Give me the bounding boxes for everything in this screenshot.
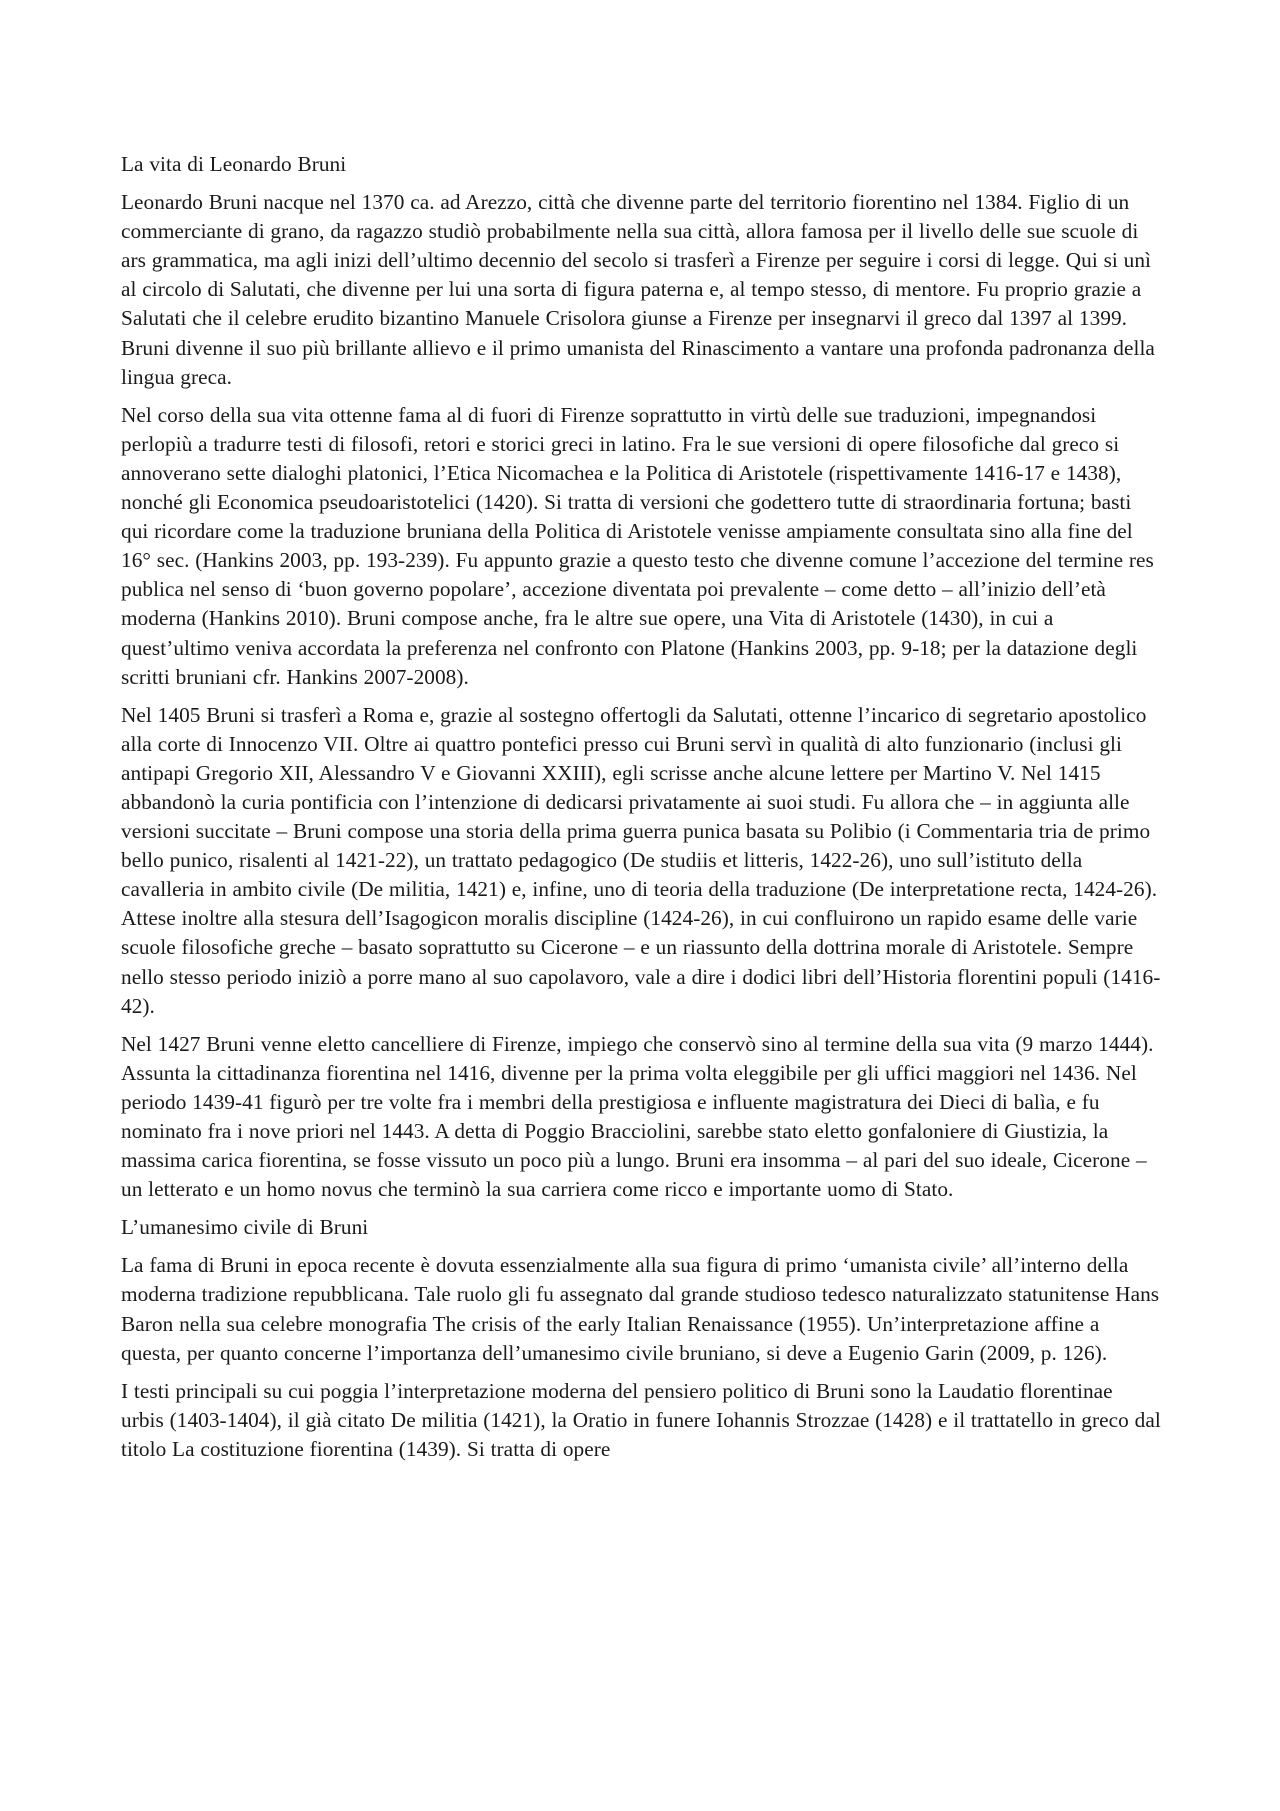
paragraph-chancellor: Nel 1427 Bruni venne eletto cancelliere di Firenze, impiego che conservò sino al termine della sua vita (9 marzo 1444). Assunta la cittadinanza fiorentina nel 1416, divenne per la prima volta eleggibile per gli uffici maggiori nel 1436. Nel periodo 1439-41 figurò per tre volte fra i membri della prestigiosa e influente magistratura dei Dieci di balìa, e fu nominato fra i nove priori nel 1443. A detta di Poggio Bracciolini, sarebbe stato eletto gonfaloniere di Giustizia, la massima carica fiorentina, se fosse vissuto un poco più a lungo. Bruni era insomma – al pari del suo ideale, Cicerone – un letterato e un homo novus che terminò la sua carriera come ricco e importante uomo di Stato. <box>121 1031 1154 1202</box>
document-page <box>121 150 1161 1472</box>
section-heading-umanesimo: L’umanesimo civile di Bruni <box>121 1215 369 1240</box>
section-heading-vita: La vita di Leonardo Bruni <box>121 152 347 176</box>
paragraph-main-texts: I testi principali su cui poggia l’interpretazione moderna del pensiero politico di Bruni sono la Laudatio florentinae urbis (1403-1404), il già citato De militia (1421), la Oratio in funere Iohannis Strozzae (1428) e il trattatello in greco dal titolo La costituzione fiorentina (1439). Si tratta di opere <box>121 1378 1161 1461</box>
paragraph-translations: Nel corso della sua vita ottenne fama al di fuori di Firenze soprattutto in virtù delle sue traduzioni, impegnandosi perlopiù a tradurre testi di filosofi, retori e storici greci in latino. Fra le sue versioni di opere filosofiche dal greco si annoverano sette dialoghi platonici, l’Etica Nicomachea e la Politica di Aristotele (rispettivamente 1416-17 e 1438), nonché gli Economica pseudoaristotelici (1420). Si tratta di versioni che godettero tutte di straordinaria fortuna; basti qui ricordare come la traduzione bruniana della Politica di Aristotele venisse ampiamente consultata sino alla fine del 16° sec. (Hankins 2003, pp. 193-239). Fu appunto grazie a questo testo che divenne comune l’accezione del termine res publica nel senso di ‘buon governo popolare’, accezione diventata poi prevalente – come detto – all’inizio dell’età moderna (Hankins 2010). Bruni compose anche, fra le altre sue opere, una Vita di Aristotele (1430), in cui a quest’ultimo veniva accordata la preferenza nel confronto con Platone (Hankins 2003, pp. 9-18; per la datazione degli scritti bruniani cfr. Hankins 2007-2008). <box>121 402 1154 689</box>
paragraph-birth-education: Leonardo Bruni nacque nel 1370 ca. ad Arezzo, città che divenne parte del territorio fiorentino nel 1384. Figlio di un commerciante di grano, da ragazzo studiò probabilmente nella sua città, allora famosa per il livello delle sue scuole di ars grammatica, ma agli inizi dell’ultimo decennio del secolo si trasferì a Firenze per seguire i corsi di legge. Qui si unì al circolo di Salutati, che divenne per lui una sorta di figura paterna e, al tempo stesso, di mentore. Fu proprio grazie a Salutati che il celebre erudito bizantino Manuele Crisolora giunse a Firenze per insegnarvi il greco dal 1397 al 1399. Bruni divenne il suo più brillante allievo e il primo umanista del Rinascimento a vantare una profonda padronanza della lingua greca. <box>121 190 1155 389</box>
paragraph-rome-works: Nel 1405 Bruni si trasferì a Roma e, grazie al sostegno offertogli da Salutati, ottenne l’incarico di segretario apostolico alla corte di Innocenzo VII. Oltre ai quattro pontefici presso cui Bruni servì in qualità di alto funzionario (inclusi gli antipapi Gregorio XII, Alessandro V e Giovanni XXIII), egli scrisse anche alcune lettere per Martino V. Nel 1415 abbandonò la curia pontificia con l’intenzione di dedicarsi privatamente ai suoi studi. Fu allora che – in aggiunta alle versioni succitate – Bruni compose una storia della prima guerra punica basata su Polibio (i Commentaria tria de primo bello punico, risalenti al 1421-22), un trattato pedagogico (De studiis et litteris, 1422-26), uno sull’istituto della cavalleria in ambito civile (De militia, 1421) e, infine, uno di teoria della traduzione (De interpretatione recta, 1424-26). Attese inoltre alla stesura dell’Isagogicon moralis discipline (1424-26), in cui confluirono un rapido esame delle varie scuole filosofiche greche – basato soprattutto su Cicerone – e un riassunto della dottrina morale di Aristotele. Sempre nello stesso periodo iniziò a porre mano al suo capolavoro, vale a dire i dodici libri dell’Historia florentini populi (1416-42). <box>121 702 1161 1018</box>
paragraph-fame: La fama di Bruni in epoca recente è dovuta essenzialmente alla sua figura di primo ‘umanista civile’ all’interno della moderna tradizione repubblicana. Tale ruolo gli fu assegnato dal grande studioso tedesco naturalizzato statunitense Hans Baron nella sua celebre monografia The crisis of the early Italian Renaissance (1955). Un’interpretazione affine a questa, per quanto concerne l’importanza dell’umanesimo civile bruniano, si deve a Eugenio Garin (2009, p. 126). <box>121 1253 1160 1365</box>
